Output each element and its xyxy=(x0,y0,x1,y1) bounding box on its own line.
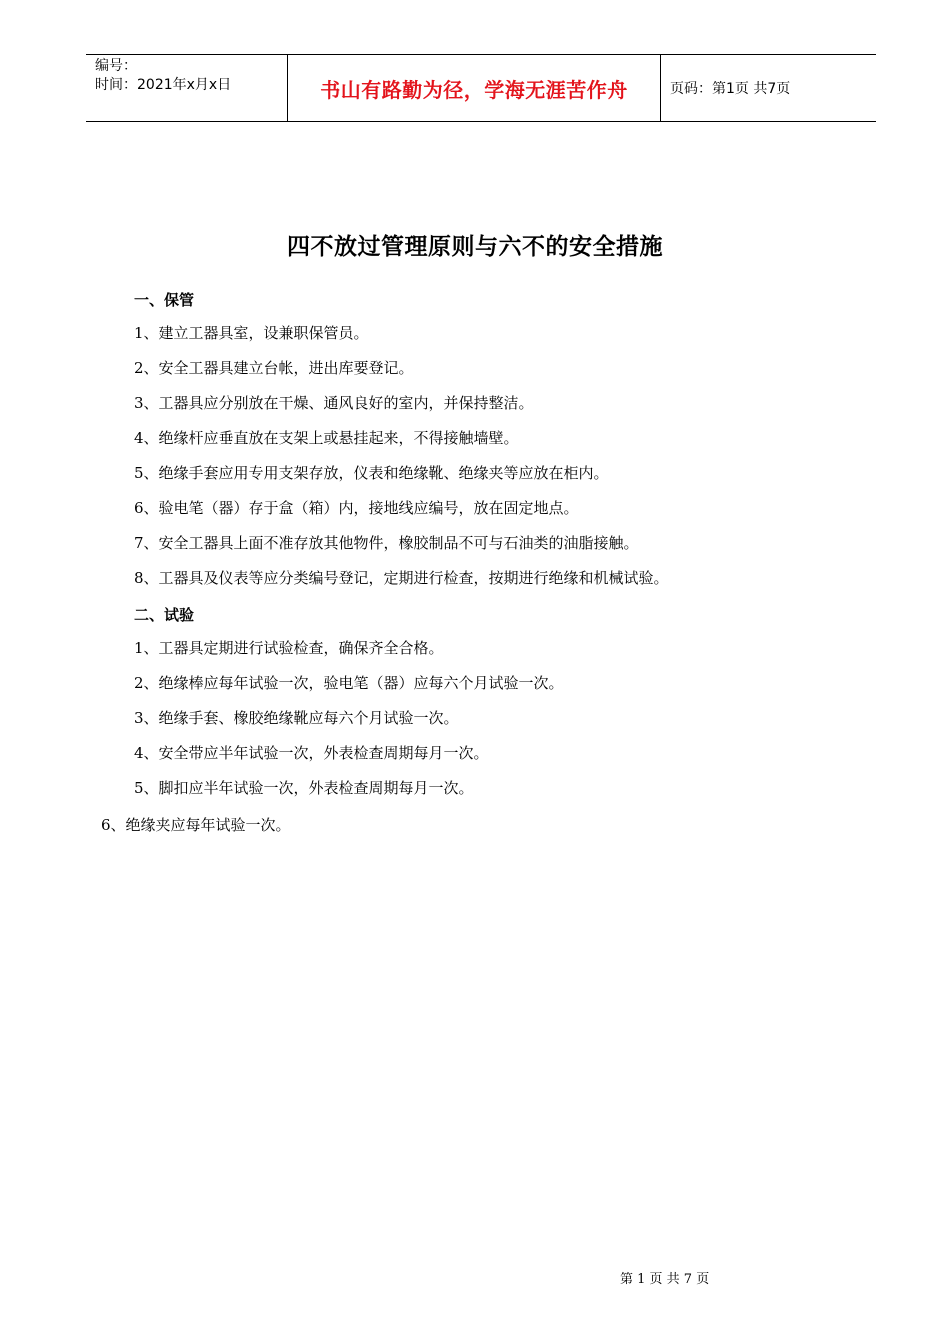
list-item: 2、安全工器具建立台帐，进出库要登记。 xyxy=(134,359,414,377)
page-footer: 第 1 页 共 7 页 xyxy=(620,1272,710,1287)
header-info-cell xyxy=(86,55,287,121)
document-title: 四不放过管理原则与六不的安全措施 xyxy=(287,234,663,260)
list-item: 1、工器具定期进行试验检查，确保齐全合格。 xyxy=(134,639,444,657)
document-time-label: 时间：2021年x月x日 xyxy=(95,77,232,93)
list-item: 5、绝缘手套应用专用支架存放，仪表和绝缘靴、绝缘夹等应放在柜内。 xyxy=(134,464,609,482)
list-item: 5、脚扣应半年试验一次，外表检查周期每月一次。 xyxy=(134,779,474,797)
list-item: 7、安全工器具上面不准存放其他物件，橡胶制品不可与石油类的油脂接触。 xyxy=(134,534,639,552)
list-item: 2、绝缘棒应每年试验一次，验电笔（器）应每六个月试验一次。 xyxy=(134,674,564,692)
document-number-label: 编号： xyxy=(95,58,137,74)
header-page-info: 页码：第1页 共7页 xyxy=(670,81,791,97)
section-heading-testing: 二、试验 xyxy=(134,606,195,624)
list-item: 6、绝缘夹应每年试验一次。 xyxy=(101,816,291,834)
section-heading-storage: 一、保管 xyxy=(134,291,195,309)
list-item: 6、验电笔（器）存于盒（箱）内，接地线应编号，放在固定地点。 xyxy=(134,499,579,517)
list-item: 8、工器具及仪表等应分类编号登记，定期进行检查，按期进行绝缘和机械试验。 xyxy=(134,569,669,587)
list-item: 4、安全带应半年试验一次，外表检查周期每月一次。 xyxy=(134,744,489,762)
page-header xyxy=(86,54,876,122)
list-item: 1、建立工器具室，设兼职保管员。 xyxy=(134,324,369,342)
header-motto: 书山有路勤为径，学海无涯苦作舟 xyxy=(287,55,661,121)
list-item: 4、绝缘杆应垂直放在支架上或悬挂起来，不得接触墙壁。 xyxy=(134,429,519,447)
list-item: 3、绝缘手套、橡胶绝缘靴应每六个月试验一次。 xyxy=(134,709,459,727)
list-item: 3、工器具应分别放在干燥、通风良好的室内，并保持整洁。 xyxy=(134,394,534,412)
